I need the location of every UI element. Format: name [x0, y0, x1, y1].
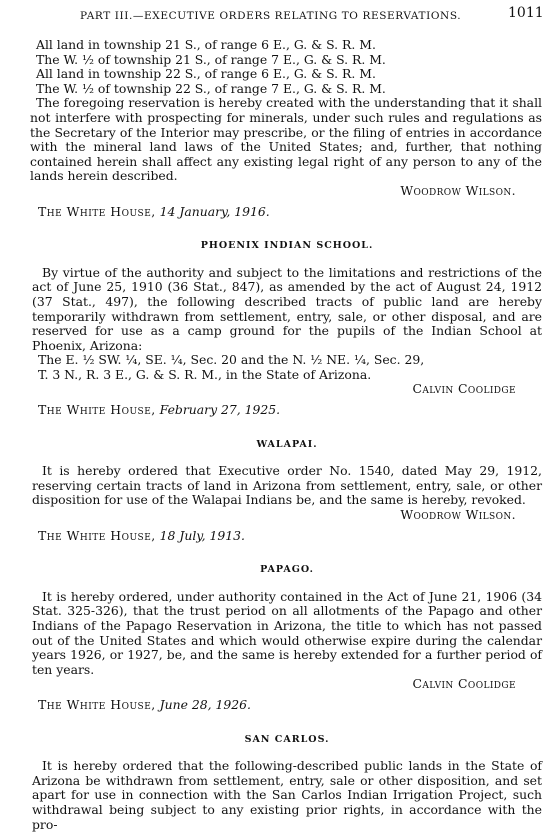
page-number: 1011 — [508, 5, 544, 21]
dateline-date: 14 January, 1916. — [159, 203, 270, 219]
dateline-place: The White House, — [38, 696, 156, 712]
dateline — [38, 403, 542, 418]
order-paragraph: It is hereby ordered that the following-described public lands in the State of Arizona be withdrawn from settlement, entry, sale or other disposition, and set apart for use in connection with the San Carlos Indian Irrigation Project, such withdrawal being subject to any existing prior rights, in accordance with the pro- — [32, 758, 542, 832]
land-line: The W. ½ of township 21 S., of range 7 E., G. & S. R. M. — [36, 51, 386, 67]
land-line: All land in township 21 S., of range 6 E., G. & S. R. M. — [36, 37, 376, 52]
dateline-date: February 27, 1925. — [159, 402, 281, 418]
section-phoenix-indian-school — [32, 239, 542, 418]
page-body — [32, 38, 542, 832]
signature: Woodrow Wilson. — [400, 182, 516, 198]
tract-line: The E. ½ SW. ¼, SE. ¼, Sec. 20 and the N. ½ NE. ¼, Sec. 29, — [38, 352, 425, 368]
dateline — [38, 698, 542, 713]
signature: Calvin Coolidge — [412, 381, 516, 397]
section-land-continuation — [32, 38, 542, 219]
order-paragraph: It is hereby ordered that Executive order No. 1540, dated May 29, 1912, reserving certain tracts of land in Arizona from settlement, entry, sale, or other disposition for use of the Walapai Indians be, and the same is hereby, revoked. — [32, 463, 542, 508]
section-san-carlos — [32, 733, 542, 832]
dateline-place: The White House, — [38, 402, 156, 418]
order-paragraph: It is hereby ordered, under authority contained in the Act of June 21, 1906 (34 Stat. 325-326), that the trust period on all allotments of the Papago and other Indians of the Papago Reservation in Arizona, the title to which has not passed out of the United States and which would otherwise expire during the calendar years 1926, or 1927, be, and the same is hereby extended for a further period of ten years. — [32, 588, 542, 677]
running-head: PART III.—EXECUTIVE ORDERS RELATING TO RESERVATIONS. — [80, 10, 462, 22]
signature: Woodrow Wilson. — [400, 507, 516, 523]
section-heading: SAN CARLOS. — [244, 733, 330, 745]
dateline — [38, 529, 542, 544]
land-line: All land in township 22 S., of range 6 E., G. & S. R. M. — [36, 66, 376, 82]
section-papago — [32, 563, 542, 712]
land-line: The W. ½ of township 22 S., of range 7 E., G. & S. R. M. — [36, 80, 386, 96]
dateline-date: 18 July, 1913. — [159, 527, 245, 543]
section-heading: PAPAGO. — [260, 564, 314, 576]
section-heading: PHOENIX INDIAN SCHOOL. — [200, 240, 374, 252]
page-header — [0, 5, 554, 23]
dateline — [38, 205, 542, 220]
dateline-place: The White House, — [38, 203, 156, 219]
tract-line: T. 3 N., R. 3 E., G. & S. R. M., in the State of Arizona. — [38, 366, 372, 382]
signature: Calvin Coolidge — [412, 676, 516, 692]
order-paragraph: By virtue of the authority and subject to the limitations and restrictions of the act of June 25, 1910 (36 Stat., 847), as amended by the act of August 24, 1912 (37 Stat., 497), the following described tracts of public land are hereby temporarily withdrawn from settlement, entry, sale, or other disposal, and are reserved for use as a camp ground for the pupils of the Indian School at Phoenix, Arizona: — [32, 264, 542, 353]
dateline-date: June 28, 1926. — [159, 696, 251, 712]
dateline-place: The White House, — [38, 527, 156, 543]
section-walapai — [32, 438, 542, 544]
order-paragraph: The foregoing reservation is hereby created with the understanding that it shall not interfere with prospecting for minerals, under such rules and regulations as the Secretary of the Interior may prescribe, or the filing of entries in accordance with the mineral land laws of the United States; and, further, that nothing contained herein shall affect any existing legal right of any person to any of the lands herein described. — [30, 95, 542, 184]
section-heading: WALAPAI. — [256, 438, 318, 450]
